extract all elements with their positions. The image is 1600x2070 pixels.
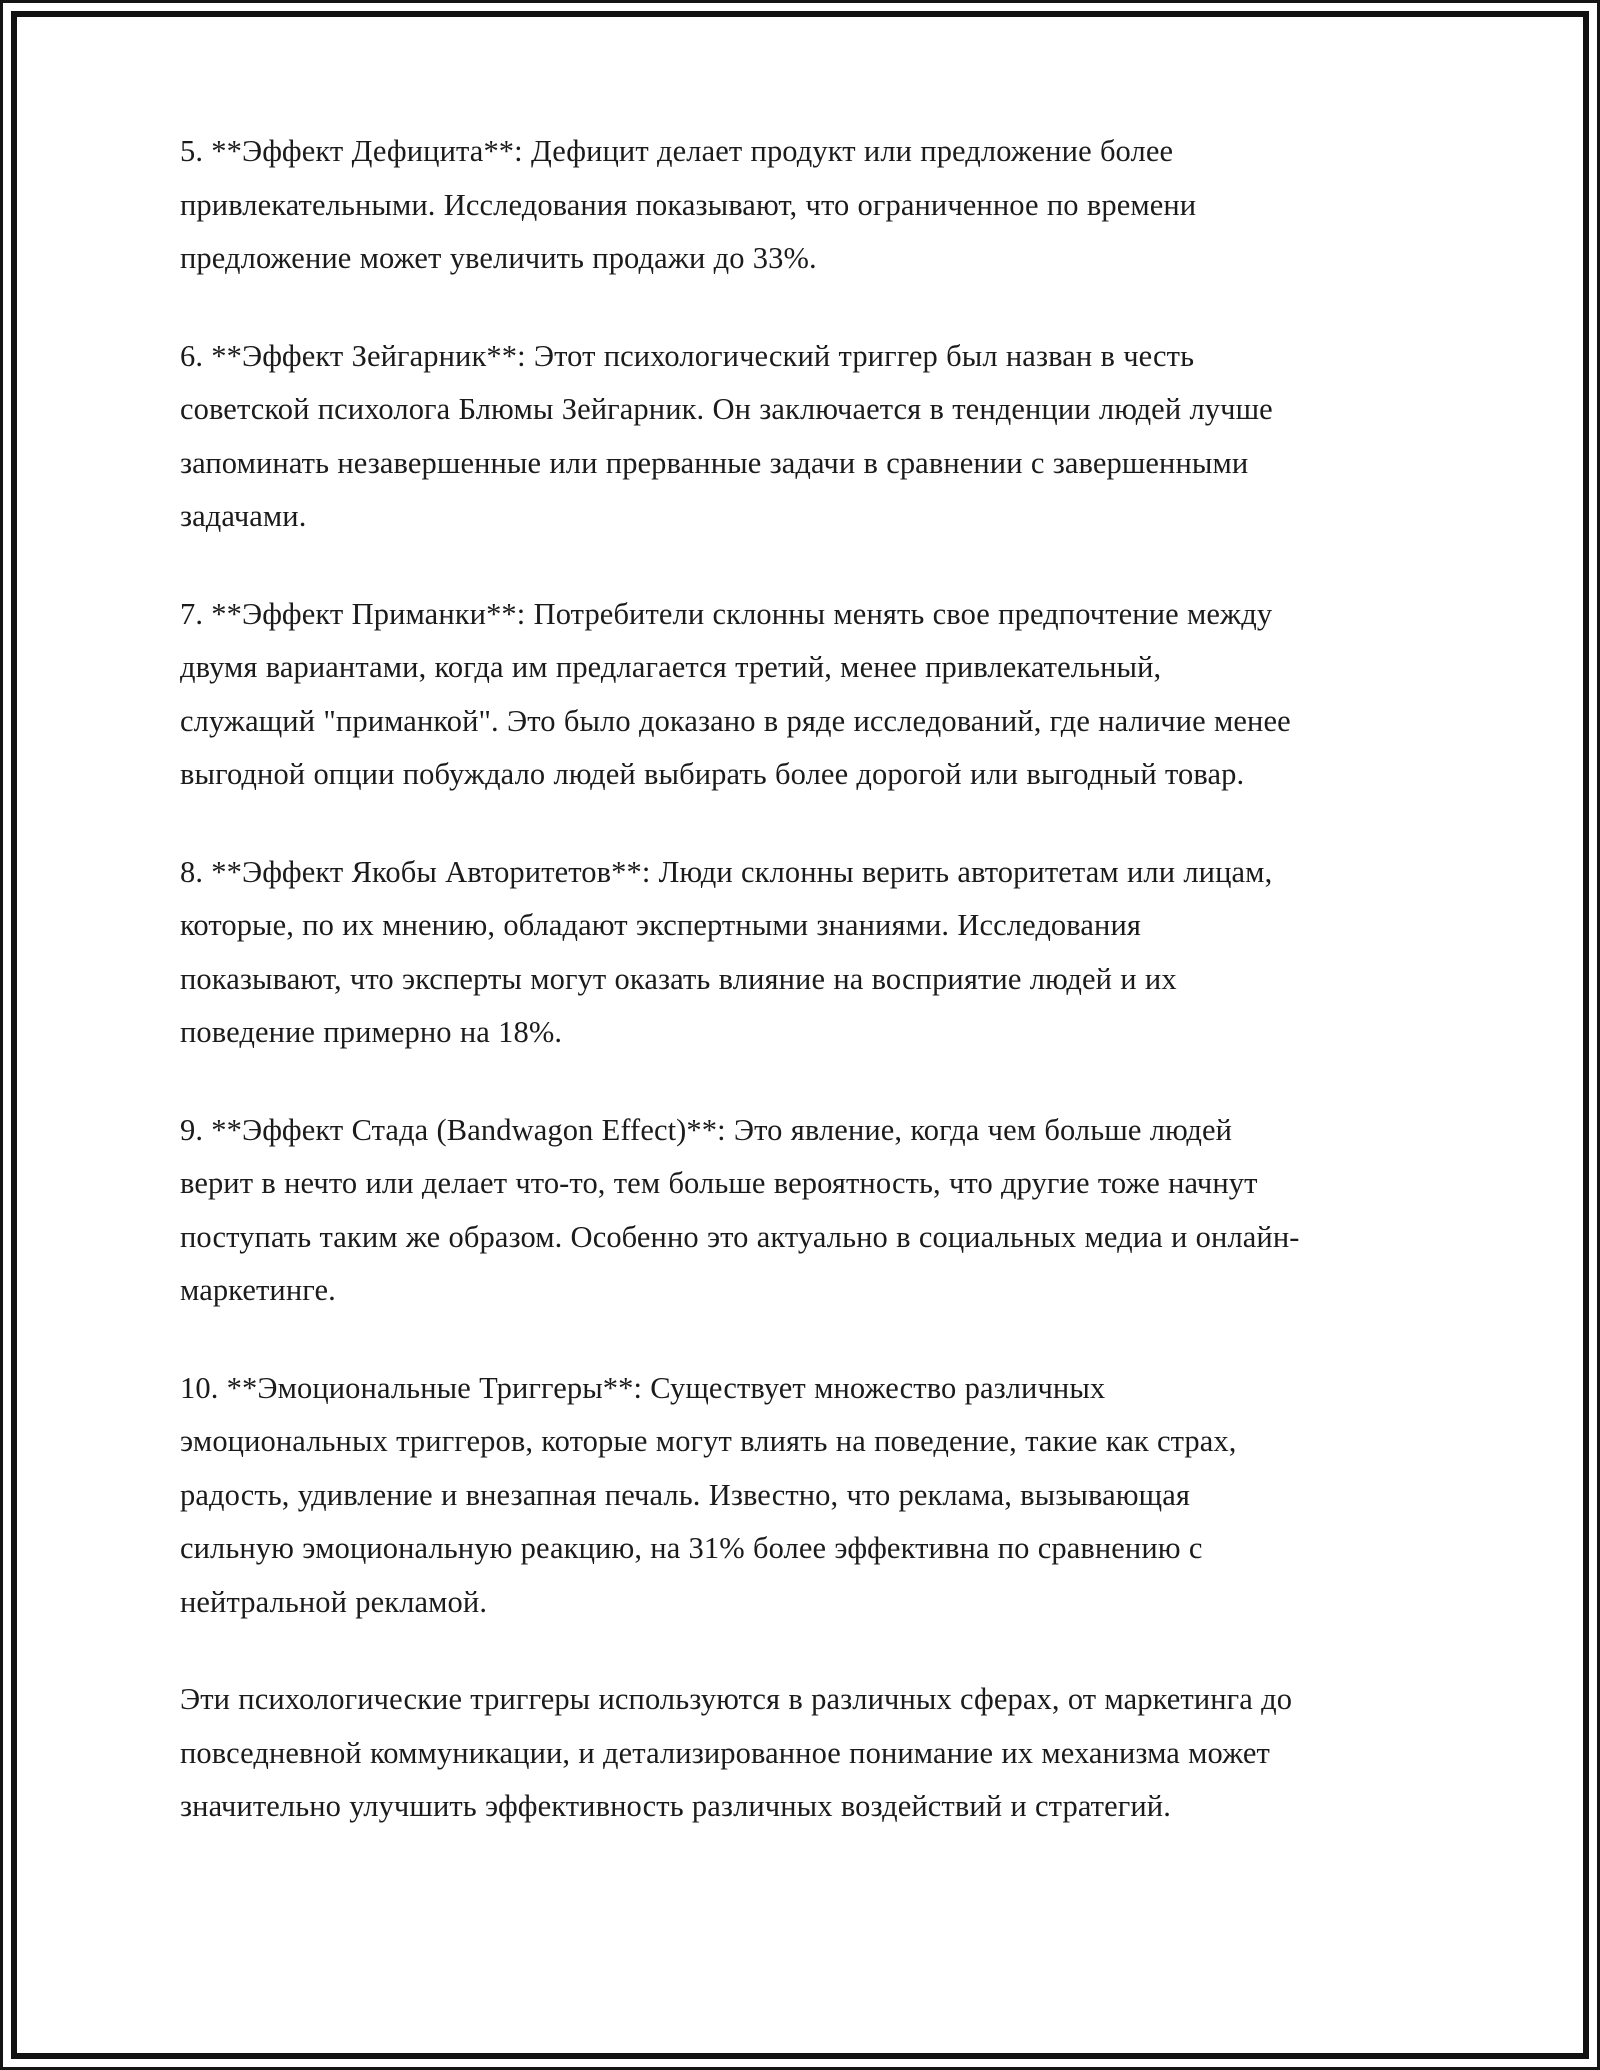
paragraph-item-10-emotional-triggers: 10. **Эмоциональные Триггеры**: Существует множество различных эмоциональных триггеров, которые могут влиять на поведение, такие как страх, радость, удивление и внезапная печаль. Известно, что реклама, вызывающая сильную эмоциональную реакцию, на 31% более эффективна по сравнению с нейтральной рекламой.: [180, 1370, 1237, 1619]
paragraph-item-6-zeigarnik-effect: 6. **Эффект Зейгарник**: Этот психологический триггер был назван в честь советской психолога Блюмы Зейгарник. Он заключается в тенденции людей лучше запоминать незавершенные или прерванные задачи в сравнении с завершенными задачами.: [180, 338, 1273, 533]
paragraph-item-8-authority-effect: 8. **Эффект Якобы Авторитетов**: Люди склонны верить авторитетам или лицам, которые, по их мнению, обладают экспертными знаниями. Исследования показывают, что эксперты могут оказать влияние на восприятие людей и их поведение примерно на 18%.: [180, 854, 1273, 1049]
paragraph-closing-summary: Эти психологические триггеры используются в различных сферах, от маркетинга до повседневной коммуникации, и детализированное понимание их механизма может значительно улучшить эффективность различных воздействий и стратегий.: [180, 1682, 1293, 1823]
paragraph-item-7-decoy-effect: 7. **Эффект Приманки**: Потребители склонны менять свое предпочтение между двумя вариантами, когда им предлагается третий, менее привлекательный, служащий "приманкой". Это было доказано в ряде исследований, где наличие менее выгодной опции побуждало людей выбирать более дорогой или выгодный товар.: [180, 596, 1291, 791]
paragraph-item-9-bandwagon-effect: 9. **Эффект Стада (Bandwagon Effect)**: Это явление, когда чем больше людей верит в нечто или делает что-то, тем больше вероятность, что другие тоже начнут поступать таким же образом. Особенно это актуально в социальных медиа и онлайн-маркетинге.: [180, 1112, 1300, 1307]
document-page: [17, 17, 1583, 2053]
paragraph-item-5-scarcity-effect: 5. **Эффект Дефицита**: Дефицит делает продукт или предложение более привлекательными. Исследования показывают, что ограниченное по времени предложение может увеличить продажи до 33%.: [180, 134, 1197, 275]
document-text-body: [180, 125, 1300, 1834]
page-frame-inner-border: [11, 11, 1589, 2059]
